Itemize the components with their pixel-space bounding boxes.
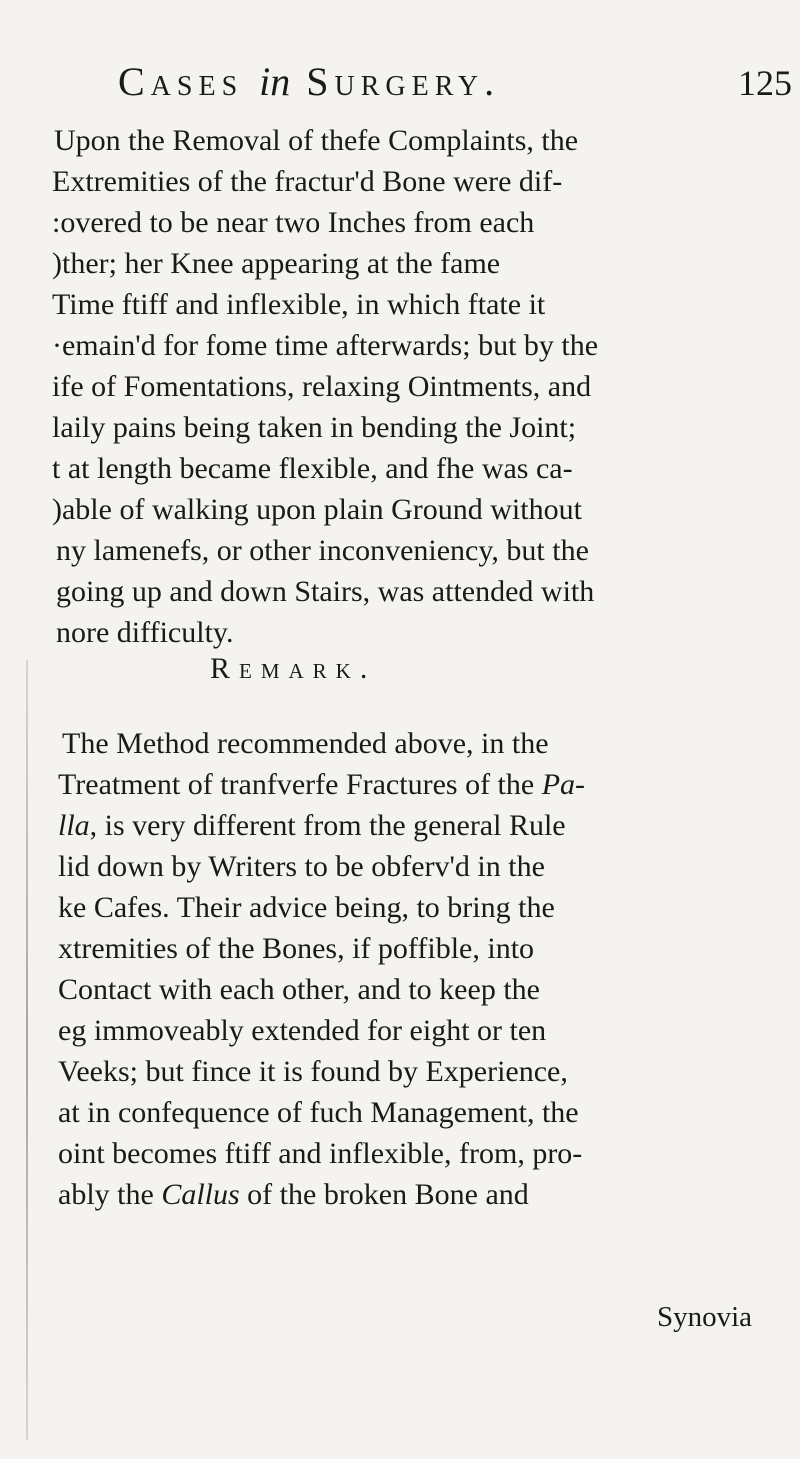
text-line: )ther; her Knee appearing at the fame (52, 247, 501, 280)
text-line: lla, is very different from the general Rule (58, 809, 566, 842)
text-line: at in confequence of fuch Management, the (58, 1096, 579, 1129)
text-line: Time ftiff and inflexible, in which ftate it (52, 288, 546, 321)
section-heading-remark: Remark. (210, 652, 377, 685)
text-line: t at length became flexible, and fhe was ca- (52, 452, 573, 485)
text-line: eg immoveably extended for eight or ten (58, 1014, 547, 1047)
text-line: :overed to be near two Inches from each (52, 206, 535, 239)
text-line: ·emain'd for fome time afterwards; but by the (52, 329, 599, 362)
catchword: Synovia (656, 1301, 752, 1333)
text-line: nore difficulty. (56, 616, 234, 649)
text-line: Contact with each other, and to keep the (58, 973, 540, 1006)
text-line: Veeks; but fince it is found by Experience, (58, 1055, 568, 1088)
text-line: The Method recommended above, in the (62, 727, 549, 760)
text-line: going up and down Stairs, was attended with (56, 575, 595, 608)
running-head-in: in (259, 59, 291, 104)
text-line: ife of Fomentations, relaxing Ointments, and (52, 370, 592, 403)
italic-word: lla (58, 809, 90, 842)
page-header (118, 58, 798, 110)
text-line: Treatment of tranfverfe Fractures of the Pa- (58, 768, 586, 801)
text-line: Upon the Removal of thefe Complaints, the (54, 124, 579, 157)
text-line: oint becomes ftiff and inflexible, from, pro- (58, 1137, 583, 1170)
binding-edge (26, 660, 28, 1440)
running-head-surgery: Surgery. (290, 59, 501, 104)
text-line: ny lamenefs, or other inconveniency, but the (56, 534, 589, 567)
text-line: )able of walking upon plain Ground without (52, 493, 582, 526)
italic-word: Pa- (541, 768, 586, 801)
running-head-cases: Cases (118, 59, 260, 104)
text-line: lid down by Writers to be obferv'd in the (58, 850, 545, 883)
italic-word: Callus (161, 1178, 240, 1211)
text-line: ably the Callus of the broken Bone and (58, 1178, 529, 1211)
page-number: 125 (738, 63, 792, 103)
text-line: Extremities of the fractur'd Bone were dif- (52, 165, 563, 198)
text-line: xtremities of the Bones, if poffible, into (58, 932, 535, 965)
text-line: laily pains being taken in bending the Joint; (52, 411, 577, 444)
text-line: ke Cafes. Their advice being, to bring the (58, 891, 555, 924)
running-head (118, 58, 500, 105)
